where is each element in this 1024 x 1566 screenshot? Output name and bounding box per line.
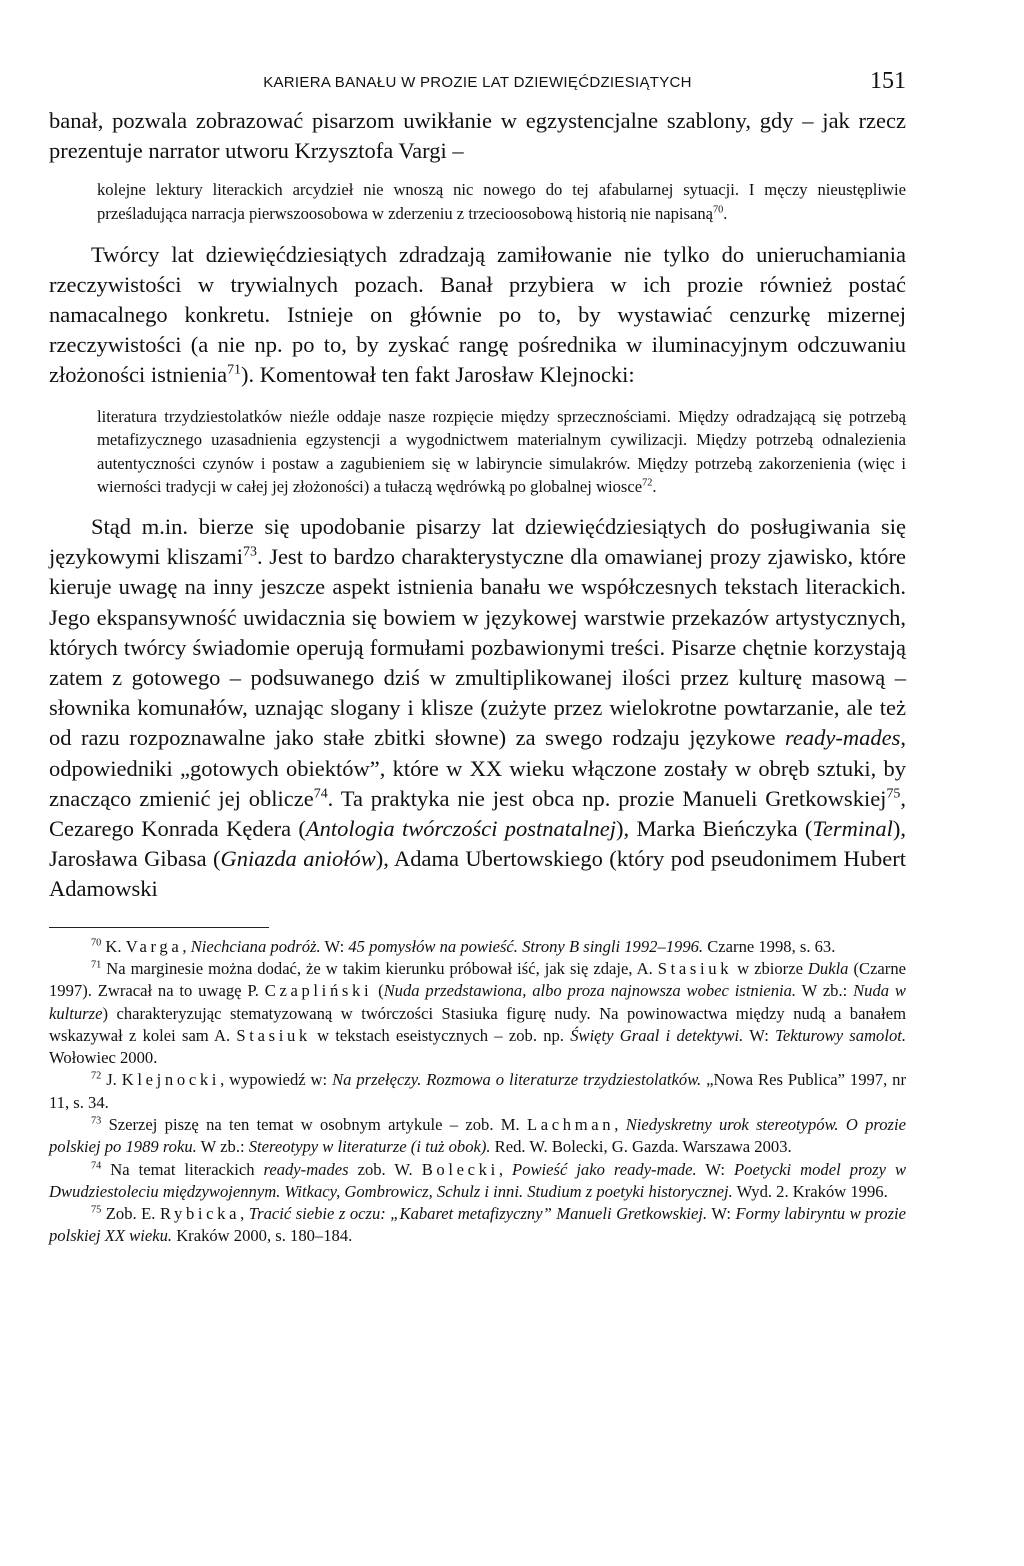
text: , Cezarego Konrada Kędera ( xyxy=(49,785,906,842)
text: W: xyxy=(696,1159,735,1179)
text: W zb.: xyxy=(796,981,854,1001)
book-title: Gniazda aniołów xyxy=(220,846,376,872)
paragraph-2-text-b: ). Komentował ten fakt Jarosław Klejnocki: xyxy=(241,362,635,388)
work-title: Na przełęczy. Rozmowa o literaturze trzydziestolatków. xyxy=(332,1070,702,1090)
text: ), Adama Ubertowskiego (który pod pseudonimem Hubert Adamowski xyxy=(49,846,906,902)
footnote-70 xyxy=(49,936,906,958)
text: W: xyxy=(320,936,349,956)
text: , xyxy=(498,1159,513,1179)
work-title: Poetycki model prozy w Dwudziestoleciu międzywojennym. Witkacy, Gombrowicz, Schulz i inni. Studium z poetyki historycznej. xyxy=(49,1159,907,1201)
work-title: Tracić siebie z oczu: „Kabaret metafizyczny” Manueli Gretkowskiej. xyxy=(248,1204,708,1224)
page-number: 151 xyxy=(870,68,906,94)
work-title: Święty Graal i detektywi. xyxy=(570,1025,744,1045)
text: zob. W. xyxy=(348,1159,422,1179)
work-title: Nuda przedstawiona, albo proza najnowsza wobec istnienia. xyxy=(383,981,797,1001)
footnote-number: 71 xyxy=(91,959,102,971)
footnote-72 xyxy=(49,1069,906,1114)
paragraph-1-text: banał, pozwala zobrazować pisarzom uwikłanie w egzystencjalne szablony, gdy – jak rzecz prezentuje narrator utworu Krzysztofa Vargi – xyxy=(49,108,906,164)
text: ), Jarosława Gibasa ( xyxy=(49,816,906,872)
paragraph-2 xyxy=(49,240,906,391)
text: ), Marka Bieńczyka ( xyxy=(616,816,813,842)
text: K. xyxy=(101,936,126,956)
text: „Nowa Res Publica” 1997, nr 11, s. 34. xyxy=(49,1070,907,1112)
text: (Czarne 1997). Zwracał na to uwagę P. xyxy=(49,958,906,1001)
text: W: xyxy=(743,1025,776,1045)
footnote-ref-71: 71 xyxy=(227,362,242,378)
text: , xyxy=(614,1115,626,1134)
text: Szerzej piszę na ten temat w osobnym artykule – zob. M. xyxy=(101,1115,527,1134)
work-title: Niedyskretny urok stereotypów. O prozie polskiej po 1989 roku. xyxy=(49,1115,906,1157)
text: , odpowiedniki „gotowych obiektów”, które w XX wieku włączone zostały w obręb sztuki, by znacząco zmienić jej oblicze xyxy=(49,725,906,811)
text: Wołowiec 2000. xyxy=(49,1048,158,1068)
author-name: Rybicka xyxy=(159,1204,241,1224)
text: Czarne 1998, s. 63. xyxy=(703,936,836,956)
text: . Jest to bardzo charakterystyczne dla omawianej prozy zjawisko, które kieruje uwagę na inny jeszcze aspekt istnienia banału we współczesnych tekstach literackich. Jego ekspansywność uwidacznia się bowiem w językowej warstwie przekazów artystycznych, których twórcy świadomie operują formułami pozbawionymi treści. Pisarze chętnie korzystają zatem z gotowego – podsuwanego dziś w zmultiplikowanej ilości przez kulturę masową – słownika komunałów, uznając slogany i klisze (zużyte przez wielokrotne powtarzanie, ale też od razu rozpoznawalne jako stałe zbitki słowne) za swego rodzaju językowe xyxy=(49,544,906,751)
text: Red. W. Bolecki, G. Gazda. Warszawa 2003. xyxy=(490,1137,792,1157)
author-name: Stasiuk xyxy=(236,1025,311,1045)
quote-text: literatura trzydziestolatków nieźle oddaje nasze rozpięcie między sprzecznościami. Między odradzającą się potrzebą metafizycznego uzasadnienia egzystencji a wygodnictwem materialnym cywilizacji. Między potrzebą odnalezienia autentyczności czynów i postaw a zagubieniem się w labiryncie simulakrów. Między potrzebą zakorzenienia (więc i wierności tradycji w całej jej złożoności) a tułaczą wędrówką po globalnej wiosce xyxy=(97,406,906,497)
author-name: Klejnocki xyxy=(121,1070,221,1090)
work-title: 45 pomysłów na powieść. Strony B singli 1992–1996. xyxy=(348,936,704,956)
text: J. xyxy=(101,1070,122,1090)
block-quote-varga xyxy=(97,178,906,225)
text: , xyxy=(182,936,191,956)
work-title: Dukla xyxy=(807,958,849,978)
italic-term: ready-mades xyxy=(263,1159,349,1179)
footnote-ref-72: 72 xyxy=(642,477,653,489)
footnote-74 xyxy=(49,1159,906,1204)
footnote-75 xyxy=(49,1203,906,1248)
paragraph-2-text-a: Twórcy lat dziewięćdziesiątych zdradzają zamiłowanie nie tylko do unieruchamiania rzeczywistości w trywialnych pozach. Banał przybiera w ich prozie również postać namacalnego konkretu. Istnieje on głównie po to, by wystawiać cenzurkę mizernej rzeczywistości (a nie np. po to, by zyskać rangę pośrednika w iluminacyjnym odczuwaniu złożoności istnienia xyxy=(49,241,906,388)
text: w tekstach eseistycznych – zob. np. xyxy=(310,1025,571,1045)
quote-end: . xyxy=(652,477,657,497)
footnote-number: 73 xyxy=(91,1115,102,1127)
text: Kraków 2000, s. 180–184. xyxy=(172,1226,353,1246)
author-name: Czapliński xyxy=(264,981,373,1001)
author-name: Stasiuk xyxy=(657,958,733,978)
footnote-number: 75 xyxy=(91,1204,102,1216)
author-name: Varga xyxy=(125,936,183,956)
footnote-separator xyxy=(49,927,269,928)
text: ) charakteryzując stematyzowaną w twórczości Stasiuka figurę nudy. Na powinowactwa między nudą a banałem wskazywał z kolei sam A. xyxy=(49,1003,906,1045)
block-quote-klejnocki xyxy=(97,405,906,499)
work-title: Nuda w kulturze xyxy=(49,981,906,1023)
footnote-number: 70 xyxy=(91,937,102,949)
book-title: Antologia twórczości postnatalnej xyxy=(305,816,617,842)
footnote-71 xyxy=(49,958,906,1069)
footnote-number: 72 xyxy=(91,1070,102,1082)
running-title: KARIERA BANAŁU W PROZIE LAT DZIEWIĘĆDZIESIĄTYCH xyxy=(263,74,692,91)
quote-text: kolejne lektury literackich arcydzieł nie wnoszą nic nowego do tej afabularnej sytuacji. I męczy nieustępliwie prześladująca narracja pierwszoosobowa w zderzeniu z trzecioosobową historią nie napisaną xyxy=(97,180,906,223)
work-title: Stereotypy w literaturze (i tuż obok). xyxy=(248,1137,491,1157)
author-name: Lachman xyxy=(526,1115,615,1134)
footnote-73 xyxy=(49,1114,906,1159)
footnote-ref-75: 75 xyxy=(886,786,901,802)
text: . Ta praktyka nie jest obca np. prozie Manueli Gretkowskiej xyxy=(327,785,887,811)
work-title: Tekturowy samolot. xyxy=(775,1025,907,1045)
italic-term: ready-mades xyxy=(784,725,901,751)
author-name: Bolecki xyxy=(421,1159,499,1179)
text: Stąd m.in. bierze się upodobanie pisarzy lat dziewięćdziesiątych do posługiwania się językowymi kliszami xyxy=(49,513,906,570)
text: ( xyxy=(372,981,384,1001)
footnotes xyxy=(49,936,906,1248)
footnote-number: 74 xyxy=(91,1160,102,1172)
text: , xyxy=(240,1204,249,1224)
text: Na temat literackich xyxy=(101,1159,264,1179)
footnote-ref-73: 73 xyxy=(243,544,257,560)
text: Na marginesie można dodać, że w takim kierunku próbował iść, jak się zdaje, A. xyxy=(101,958,658,978)
work-title: Powieść jako ready-made. xyxy=(512,1159,697,1179)
footnote-ref-70: 70 xyxy=(713,204,724,216)
footnote-ref-74: 74 xyxy=(313,786,328,802)
book-page xyxy=(49,66,906,1248)
work-title: Niechciana podróż. xyxy=(190,936,321,956)
text: W zb.: xyxy=(196,1137,249,1157)
text: Zob. E. xyxy=(101,1204,160,1224)
paragraph-1 xyxy=(49,106,906,166)
text: , wypowiedź w: xyxy=(220,1070,333,1090)
page-header xyxy=(49,66,906,106)
quote-end: . xyxy=(723,204,728,223)
text: W: xyxy=(707,1204,736,1224)
work-title: Formy labiryntu w prozie polskiej XX wieku. xyxy=(49,1204,907,1246)
text: w zbiorze xyxy=(732,958,808,978)
text: Wyd. 2. Kraków 1996. xyxy=(732,1181,888,1201)
book-title: Terminal xyxy=(812,816,893,842)
paragraph-3 xyxy=(49,512,906,905)
